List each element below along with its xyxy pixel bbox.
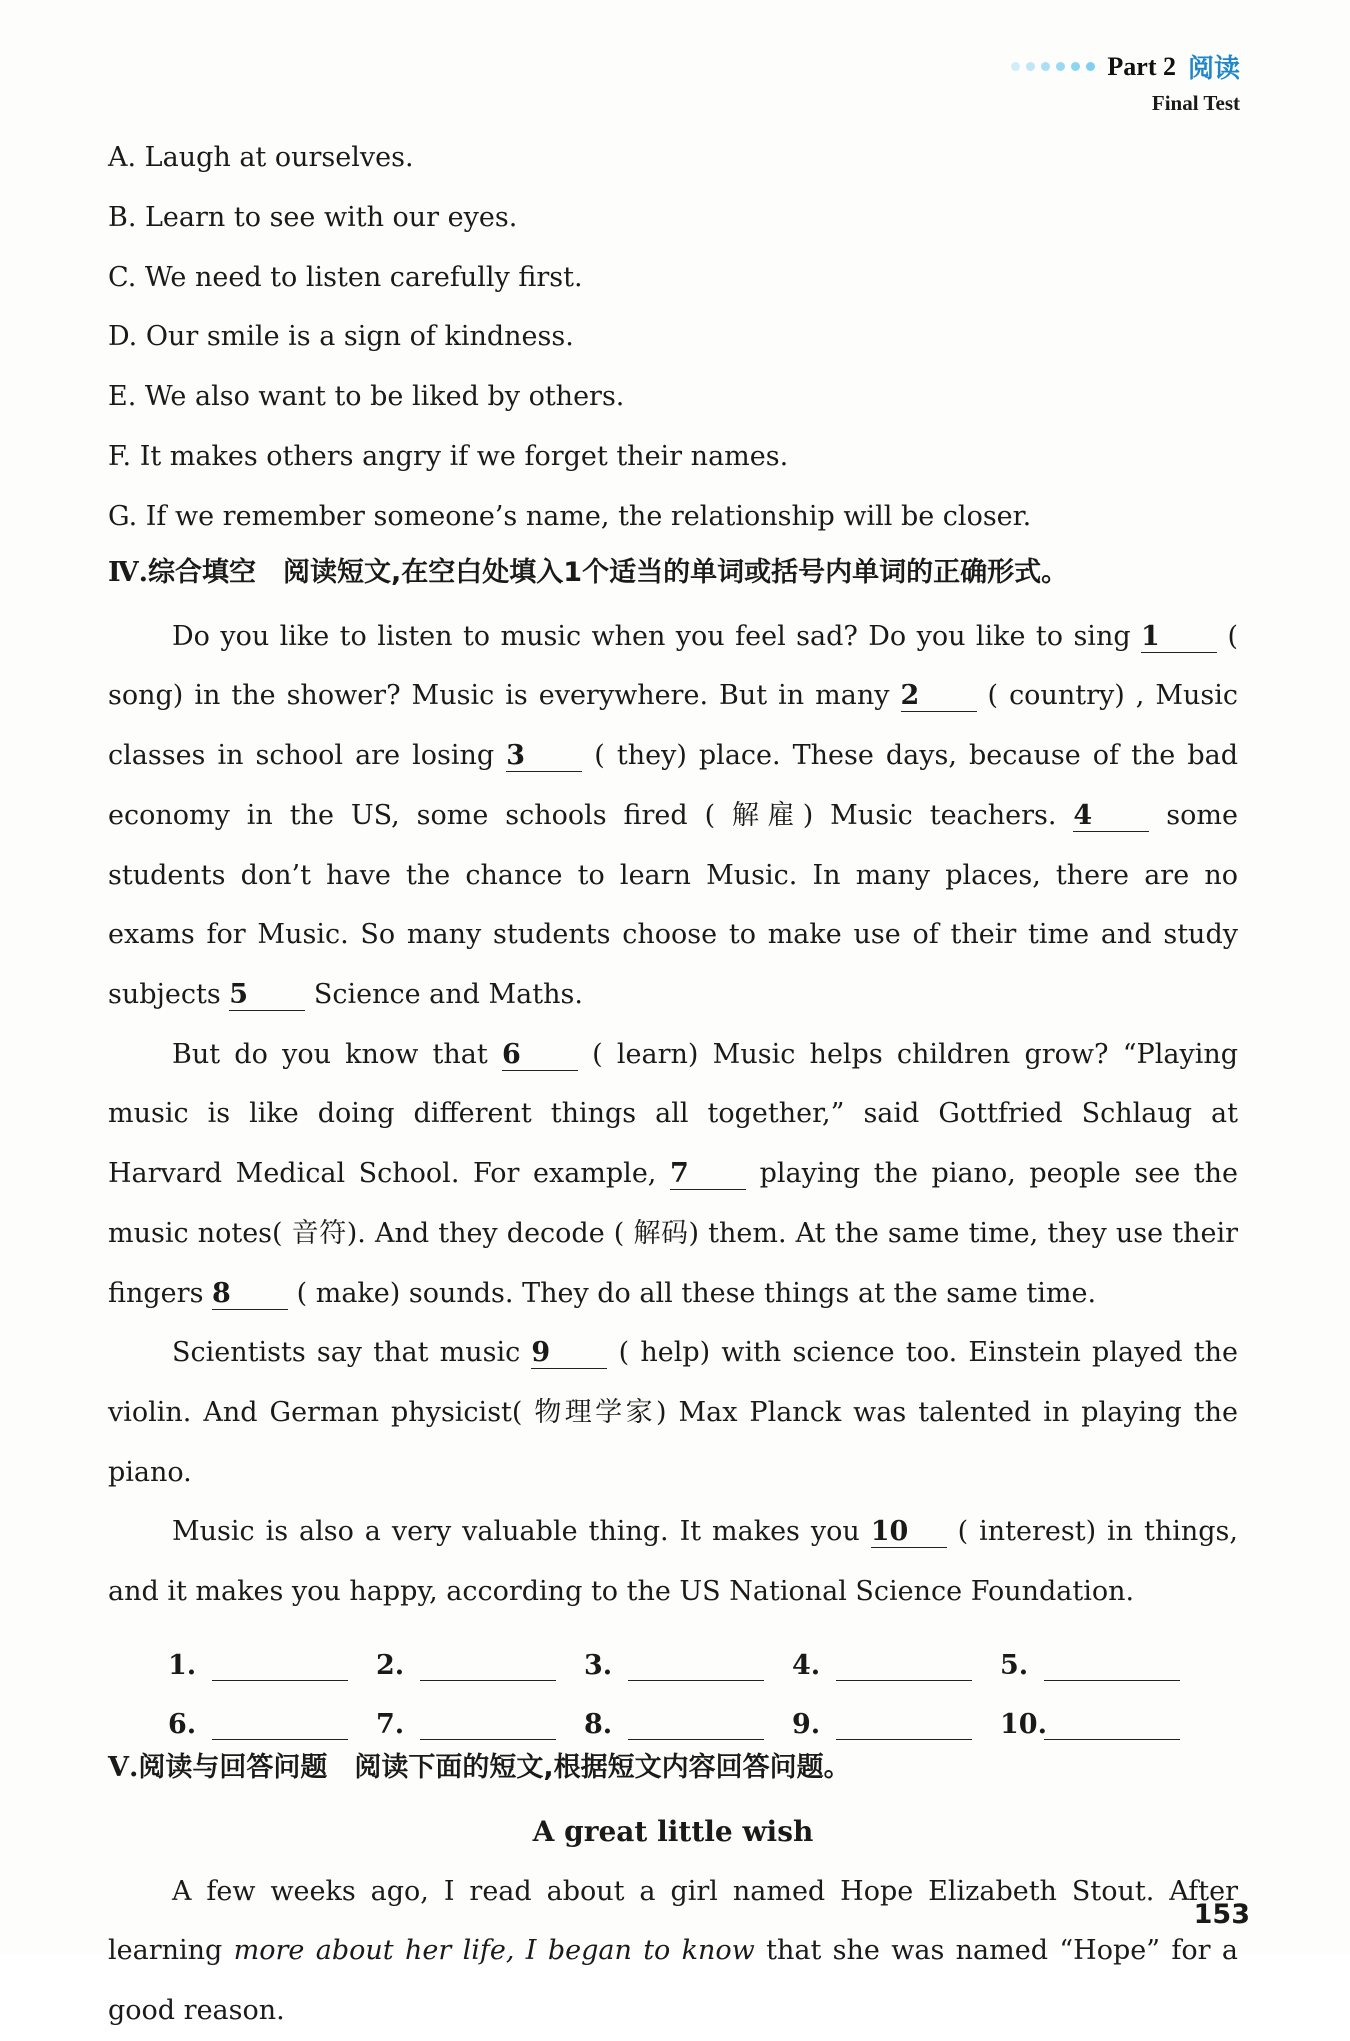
answer-line-2[interactable] [420,1650,556,1681]
passage-paragraph-3: Scientists say that music 9 ( help) with science too. Einstein played the violin. And German physicist( 物理学家) Max Planck was talented in playing the piano. [108,1337,1238,1488]
blank-8: 8 [212,1279,288,1310]
answer-number: 10. [1000,1708,1047,1740]
option-c: C. We need to listen carefully first. [108,261,583,293]
dots-decoration [1011,62,1095,71]
answer-number: 5. [1000,1649,1029,1681]
passage-paragraph-1: Do you like to listen to music when you feel sad? Do you like to sing 1 ( song) in the shower? Music is everywhere. But in many 2 ( country) , Music classes in school are losing 3 ( they) place. These days, because of the bad economy in the US, some schools fired ( 解雇) Music teachers. 4 some students don’t have the chance to learn Music. In many places, there are no exams for Music. So many students choose to make use of their time and study subjects 5 Science and Maths. [108,620,1239,1010]
answer-number: 2. [376,1649,405,1681]
answer-line-9[interactable] [836,1709,972,1740]
answer-line-6[interactable] [212,1709,348,1740]
blank-1: 1 [1141,622,1217,653]
blank-10: 10 [871,1517,947,1548]
answer-line-1[interactable] [212,1650,348,1681]
answer-number: 6. [168,1708,197,1740]
part-label: Part 2 [1107,51,1176,81]
section-4-instruction: 综合填空 阅读短文,在空白处填入1个适当的单词或括号内单词的正确形式。 [148,556,1069,588]
option-d: D. Our smile is a sign of kindness. [108,321,574,353]
blank-7: 7 [670,1159,746,1190]
option-g: G. If we remember someone’s name, the relationship will be closer. [108,500,1032,532]
answer-line-7[interactable] [420,1709,556,1740]
answer-number: 8. [584,1708,613,1740]
answer-number: 9. [792,1708,821,1740]
answer-number: 1. [168,1649,197,1681]
blank-5: 5 [229,980,305,1011]
answer-line-3[interactable] [628,1650,764,1681]
article-paragraph-1: A few weeks ago, I read about a girl named Hope Elizabeth Stout. After learning more about her life, I began to know that she was named “Hope” for a good reason. [108,1875,1238,2027]
answer-number: 3. [584,1649,613,1681]
section-5-title [108,1748,1238,1802]
answer-row-1 [108,1622,1238,1681]
page-header [1011,48,1240,116]
answer-row-2 [108,1681,1238,1740]
answer-line-10[interactable] [1044,1709,1180,1740]
option-b: B. Learn to see with our eyes. [108,201,518,233]
section-4-title [108,553,1238,607]
passage-paragraph-4: Music is also a very valuable thing. It makes you 10 ( interest) in things, and it makes you happy, according to the US National Science Foundation. [108,1516,1238,1608]
section-4-numeral: Ⅳ. [108,556,149,588]
page-number: 153 [1193,1899,1250,1930]
blank-9: 9 [531,1338,607,1369]
header-subtitle: Final Test [1151,91,1240,115]
option-a: A. Laugh at ourselves. [108,142,414,173]
page-content [108,138,1238,2041]
blank-6: 6 [502,1040,578,1071]
section-5-instruction: 阅读与回答问题 阅读下面的短文,根据短文内容回答问题。 [138,1751,851,1783]
section-5-numeral: Ⅴ. [108,1751,139,1783]
blank-4: 4 [1073,801,1149,832]
blank-3: 3 [506,741,582,772]
answer-line-4[interactable] [836,1650,972,1681]
answer-line-5[interactable] [1044,1650,1180,1681]
option-e: E. We also want to be liked by others. [108,381,625,413]
option-f: F. It makes others angry if we forget their names. [108,440,789,472]
answer-number: 4. [792,1649,821,1681]
answer-number: 7. [376,1708,405,1740]
answer-line-8[interactable] [628,1709,764,1740]
passage-paragraph-2: But do you know that 6 ( learn) Music helps children grow? “Playing music is like doing different things all together,” said Gottfried Schlaug at Harvard Medical School. For example, 7 playing the piano, people see the music notes( 音符). And they decode ( 解码) them. At the same time, they use their fingers 8 ( make) sounds. They do all these things at the same time. [108,1038,1238,1309]
blank-2: 2 [901,681,977,712]
article-title: A great little wish [532,1814,814,1848]
part-chinese-label: 阅读 [1187,54,1240,84]
